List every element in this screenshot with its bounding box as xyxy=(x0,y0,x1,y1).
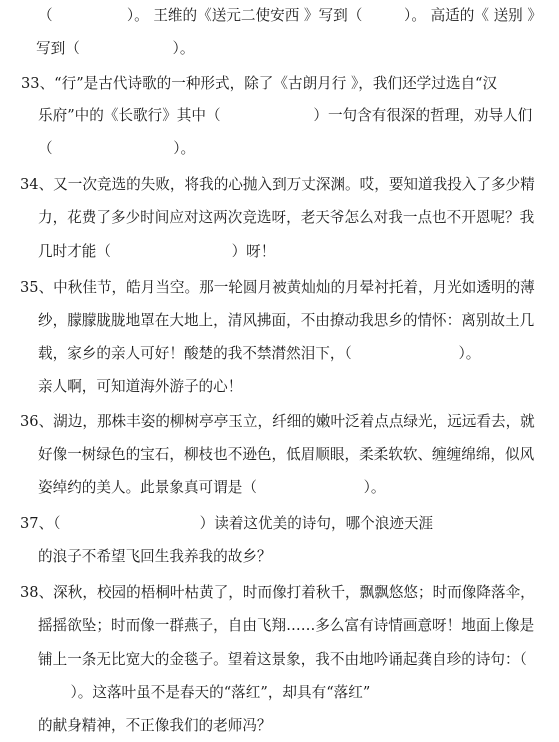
text-line: 摇摇欲坠；时而像一群燕子，自由飞翔……多么富有诗情画意呀！地面上像是 xyxy=(38,617,535,634)
text-line: 写到（ ）。 xyxy=(36,40,195,57)
question-38-line: 38、深秋，校园的梧桐叶枯黄了，时而像打着秋千，飘飘悠悠；时而像降落伞， xyxy=(20,584,535,601)
text-line: 好像一树绿色的宝石，柳枝也不逊色，低眉顺眼，柔柔软软、缠缠绵绵，似风 xyxy=(38,446,535,463)
text-line: 的献身精神，不正像我们的老师冯？ xyxy=(38,717,272,734)
question-34-line: 34、又一次竞选的失败，将我的心抛入到万丈深渊。哎，要知道我投入了多少精 xyxy=(20,176,535,193)
question-36-line: 36、湖边，那株丰姿的柳树亭亭玉立，纤细的嫩叶泛着点点绿光，远远看去，就 xyxy=(20,413,535,430)
text-line: 铺上一条无比宽大的金毯子。望着这景象，我不由地吟诵起龚自珍的诗句：（ xyxy=(38,651,527,668)
question-35-line: 35、中秋佳节，皓月当空。那一轮圆月被黄灿灿的月晕衬托着，月光如透明的薄 xyxy=(20,279,535,296)
text-line: 载，家乡的亲人可好！酸楚的我不禁潸然泪下，（ ）。 xyxy=(38,345,481,362)
text-line: 亲人啊，可知道海外游子的心！ xyxy=(38,378,243,395)
text-line: ）。这落叶虽不是春天的“落红”，却具有“落红” xyxy=(38,684,371,701)
text-line: 姿绰约的美人。此景象真可谓是（ ）。 xyxy=(38,479,386,496)
text-line: （ ）。 王维的《送元二使安西 》写到（ ）。 高适的《 送别 》 xyxy=(38,7,543,24)
question-37-line: 37、（ ）读着这优美的诗句，哪个浪迹天涯 xyxy=(20,515,434,532)
text-line: （ ）。 xyxy=(38,140,196,157)
text-line: 几时才能（ ）呀！ xyxy=(38,243,276,260)
text-line: 的浪子不希望飞回生我养我的故乡？ xyxy=(38,548,272,565)
text-line: 乐府”中的《长歌行》其中（ ）一句含有很深的哲理，劝导人们 xyxy=(38,107,533,124)
text-line: 纱，朦朦胧胧地罩在大地上，清风拂面，不由撩动我思乡的情怀：离别故土几 xyxy=(38,312,535,329)
question-33-line: 33、“行”是古代诗歌的一种形式，除了《古朗月行 》，我们还学过选自“汉 xyxy=(21,75,498,92)
text-line: 力，花费了多少时间应对这两次竞选呀，老天爷怎么对我一点也不开恩呢？我 xyxy=(38,209,535,226)
